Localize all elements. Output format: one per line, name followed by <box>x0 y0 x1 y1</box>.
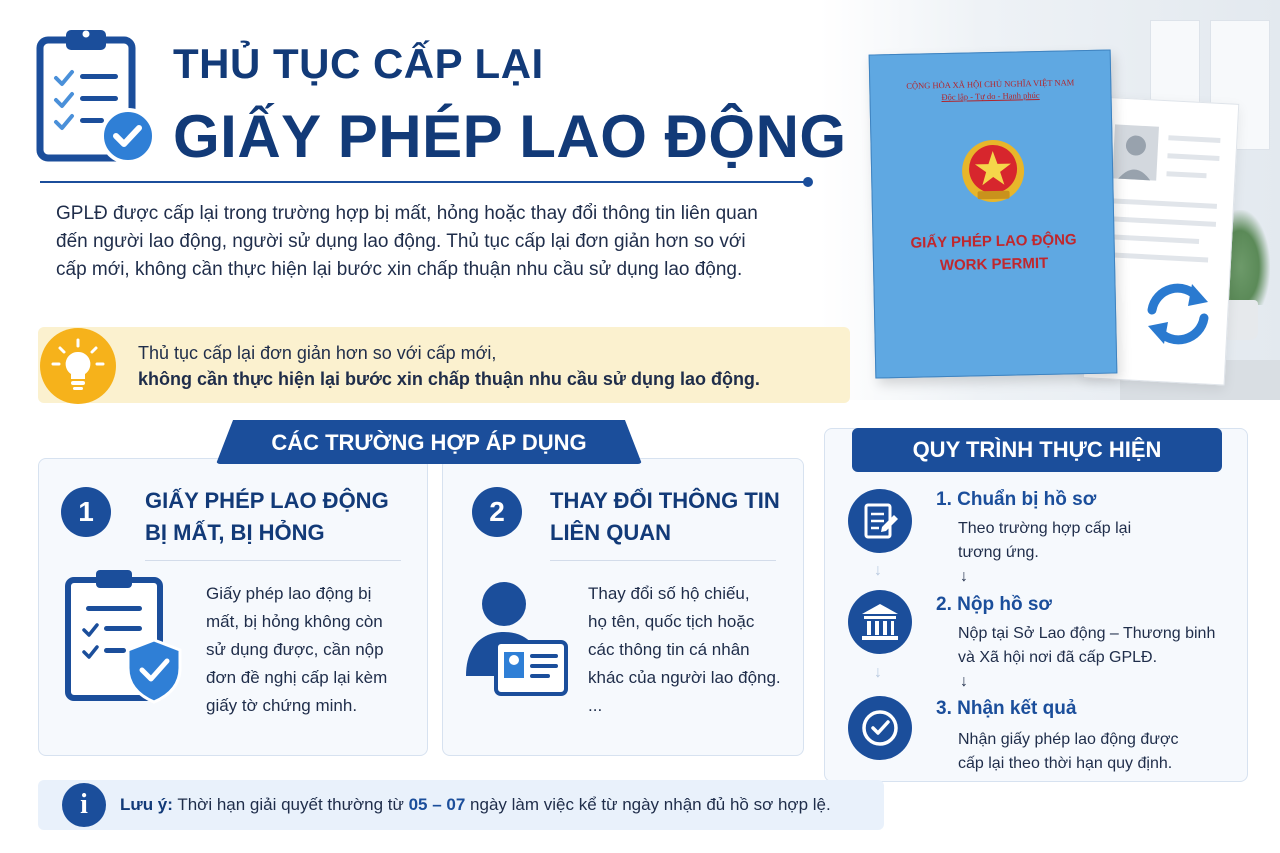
step-description <box>958 622 1238 670</box>
step-title: 3. Nhận kết quả <box>936 698 1077 719</box>
refresh-icon <box>1136 272 1220 356</box>
step-arrow: ↓ <box>960 568 968 585</box>
highlight-line1: Thủ tục cấp lại đơn giản hơn so với cấp mới, <box>138 343 497 363</box>
note-text-before: Thời hạn giải quyết thường từ <box>172 795 409 814</box>
step-description-line: và Xã hội nơi đã cấp GPLĐ. <box>958 649 1158 666</box>
step-description-line: cấp lại theo thời hạn quy định. <box>958 755 1173 772</box>
step-title: 1. Chuẩn bị hồ sơ <box>936 489 1097 510</box>
step-description-line: Theo trường hợp cấp lại <box>958 520 1132 537</box>
step-description <box>958 517 1228 565</box>
case-description-line: giấy tờ chứng minh. <box>206 696 358 715</box>
case-title-line2: BỊ MẤT, BỊ HỎNG <box>145 520 325 545</box>
title-divider-dot <box>803 177 813 187</box>
highlight-line2: không cần thực hiện lại bước xin chấp thuận nhu cầu sử dụng lao động. <box>138 369 760 389</box>
lightbulb-badge <box>40 328 116 404</box>
connector-arrow: ↓ <box>874 664 882 681</box>
title-divider <box>40 181 808 183</box>
case-number-badge: 2 <box>472 487 522 537</box>
document-edit-icon <box>848 489 912 553</box>
card-divider <box>145 560 401 561</box>
connector-arrow: ↓ <box>874 562 882 579</box>
page-title-line2: GIẤY PHÉP LAO ĐỘNG <box>173 103 847 170</box>
case-description-line: họ tên, quốc tịch hoặc <box>588 612 755 631</box>
highlight-box <box>38 327 850 403</box>
case-number-badge: 1 <box>61 487 111 537</box>
case-description-line: mất, bị hỏng không còn <box>206 612 383 631</box>
note-label: Lưu ý: <box>120 795 173 814</box>
step-arrow: ↓ <box>960 673 968 690</box>
card-divider <box>550 560 776 561</box>
check-circle-icon <box>848 696 912 760</box>
lightbulb-icon <box>40 328 116 404</box>
case-description-line: các thông tin cá nhân <box>588 640 750 659</box>
booklet-title-en: WORK PERMIT <box>939 254 1049 275</box>
case-title-line1: THAY ĐỔI THÔNG TIN <box>550 488 780 513</box>
page-title-line1: THỦ TỤC CẤP LẠI <box>173 40 544 87</box>
clipboard-check-icon <box>34 26 162 168</box>
note-text-after: ngày làm việc kể từ ngày nhận đủ hồ sơ hợp lệ. <box>465 795 831 814</box>
user-id-card-icon <box>464 578 568 698</box>
case-description-line: khác của người lao động. <box>588 668 781 687</box>
note-deadline: 05 – 07 <box>408 795 466 814</box>
note-text <box>120 795 831 815</box>
case-description-line: Giấy phép lao động bị <box>206 584 372 603</box>
info-icon: i <box>62 783 106 827</box>
case-description-line: Thay đổi số hộ chiếu, <box>588 584 750 603</box>
step-icon-badge <box>848 489 912 553</box>
case-title-line1: GIẤY PHÉP LAO ĐỘNG <box>145 488 389 513</box>
process-heading: QUY TRÌNH THỰC HIỆN <box>912 437 1162 462</box>
case-description-1 <box>206 580 420 720</box>
case-description-2 <box>588 580 802 720</box>
case-title-line2: LIÊN QUAN <box>550 520 671 545</box>
step-description-line: tương ứng. <box>958 544 1039 561</box>
booklet-header-motto: Độc lập - Tự do - Hạnh phúc <box>941 89 1040 103</box>
clipboard-shield-icon <box>64 566 186 706</box>
case-description-line: đơn đề nghị cấp lại kèm <box>206 668 388 687</box>
step-description-line: Nhận giấy phép lao động được <box>958 731 1179 748</box>
national-emblem-icon <box>958 136 1027 207</box>
step-icon-badge <box>848 696 912 760</box>
case-description-line: sử dụng được, cần nộp <box>206 640 384 659</box>
step-title: 2. Nộp hồ sơ <box>936 594 1052 615</box>
step-description-line: Nộp tại Sở Lao động – Thương binh <box>958 625 1216 642</box>
step-description <box>958 728 1238 776</box>
booklet-header-country: CỘNG HÒA XÃ HỘI CHỦ NGHĨA VIỆT NAM <box>906 77 1075 91</box>
intro-paragraph: GPLĐ được cấp lại trong trường hợp bị mất, hỏng hoặc thay đổi thông tin liên quan đến người lao động, người sử dụng lao động. Thủ tục cấp lại đơn giản hơn so với cấp mới, không cần thực hiện lại bước xin chấp thuận nhu cầu sử dụng lao động. <box>56 203 758 280</box>
work-permit-booklet <box>869 50 1118 379</box>
government-building-icon <box>848 590 912 654</box>
case-description-line: ... <box>588 696 603 715</box>
booklet-title-vi: GIẤY PHÉP LAO ĐỘNG <box>910 231 1077 252</box>
step-icon-badge <box>848 590 912 654</box>
cases-heading: CÁC TRƯỜNG HỢP ÁP DỤNG <box>271 430 587 455</box>
